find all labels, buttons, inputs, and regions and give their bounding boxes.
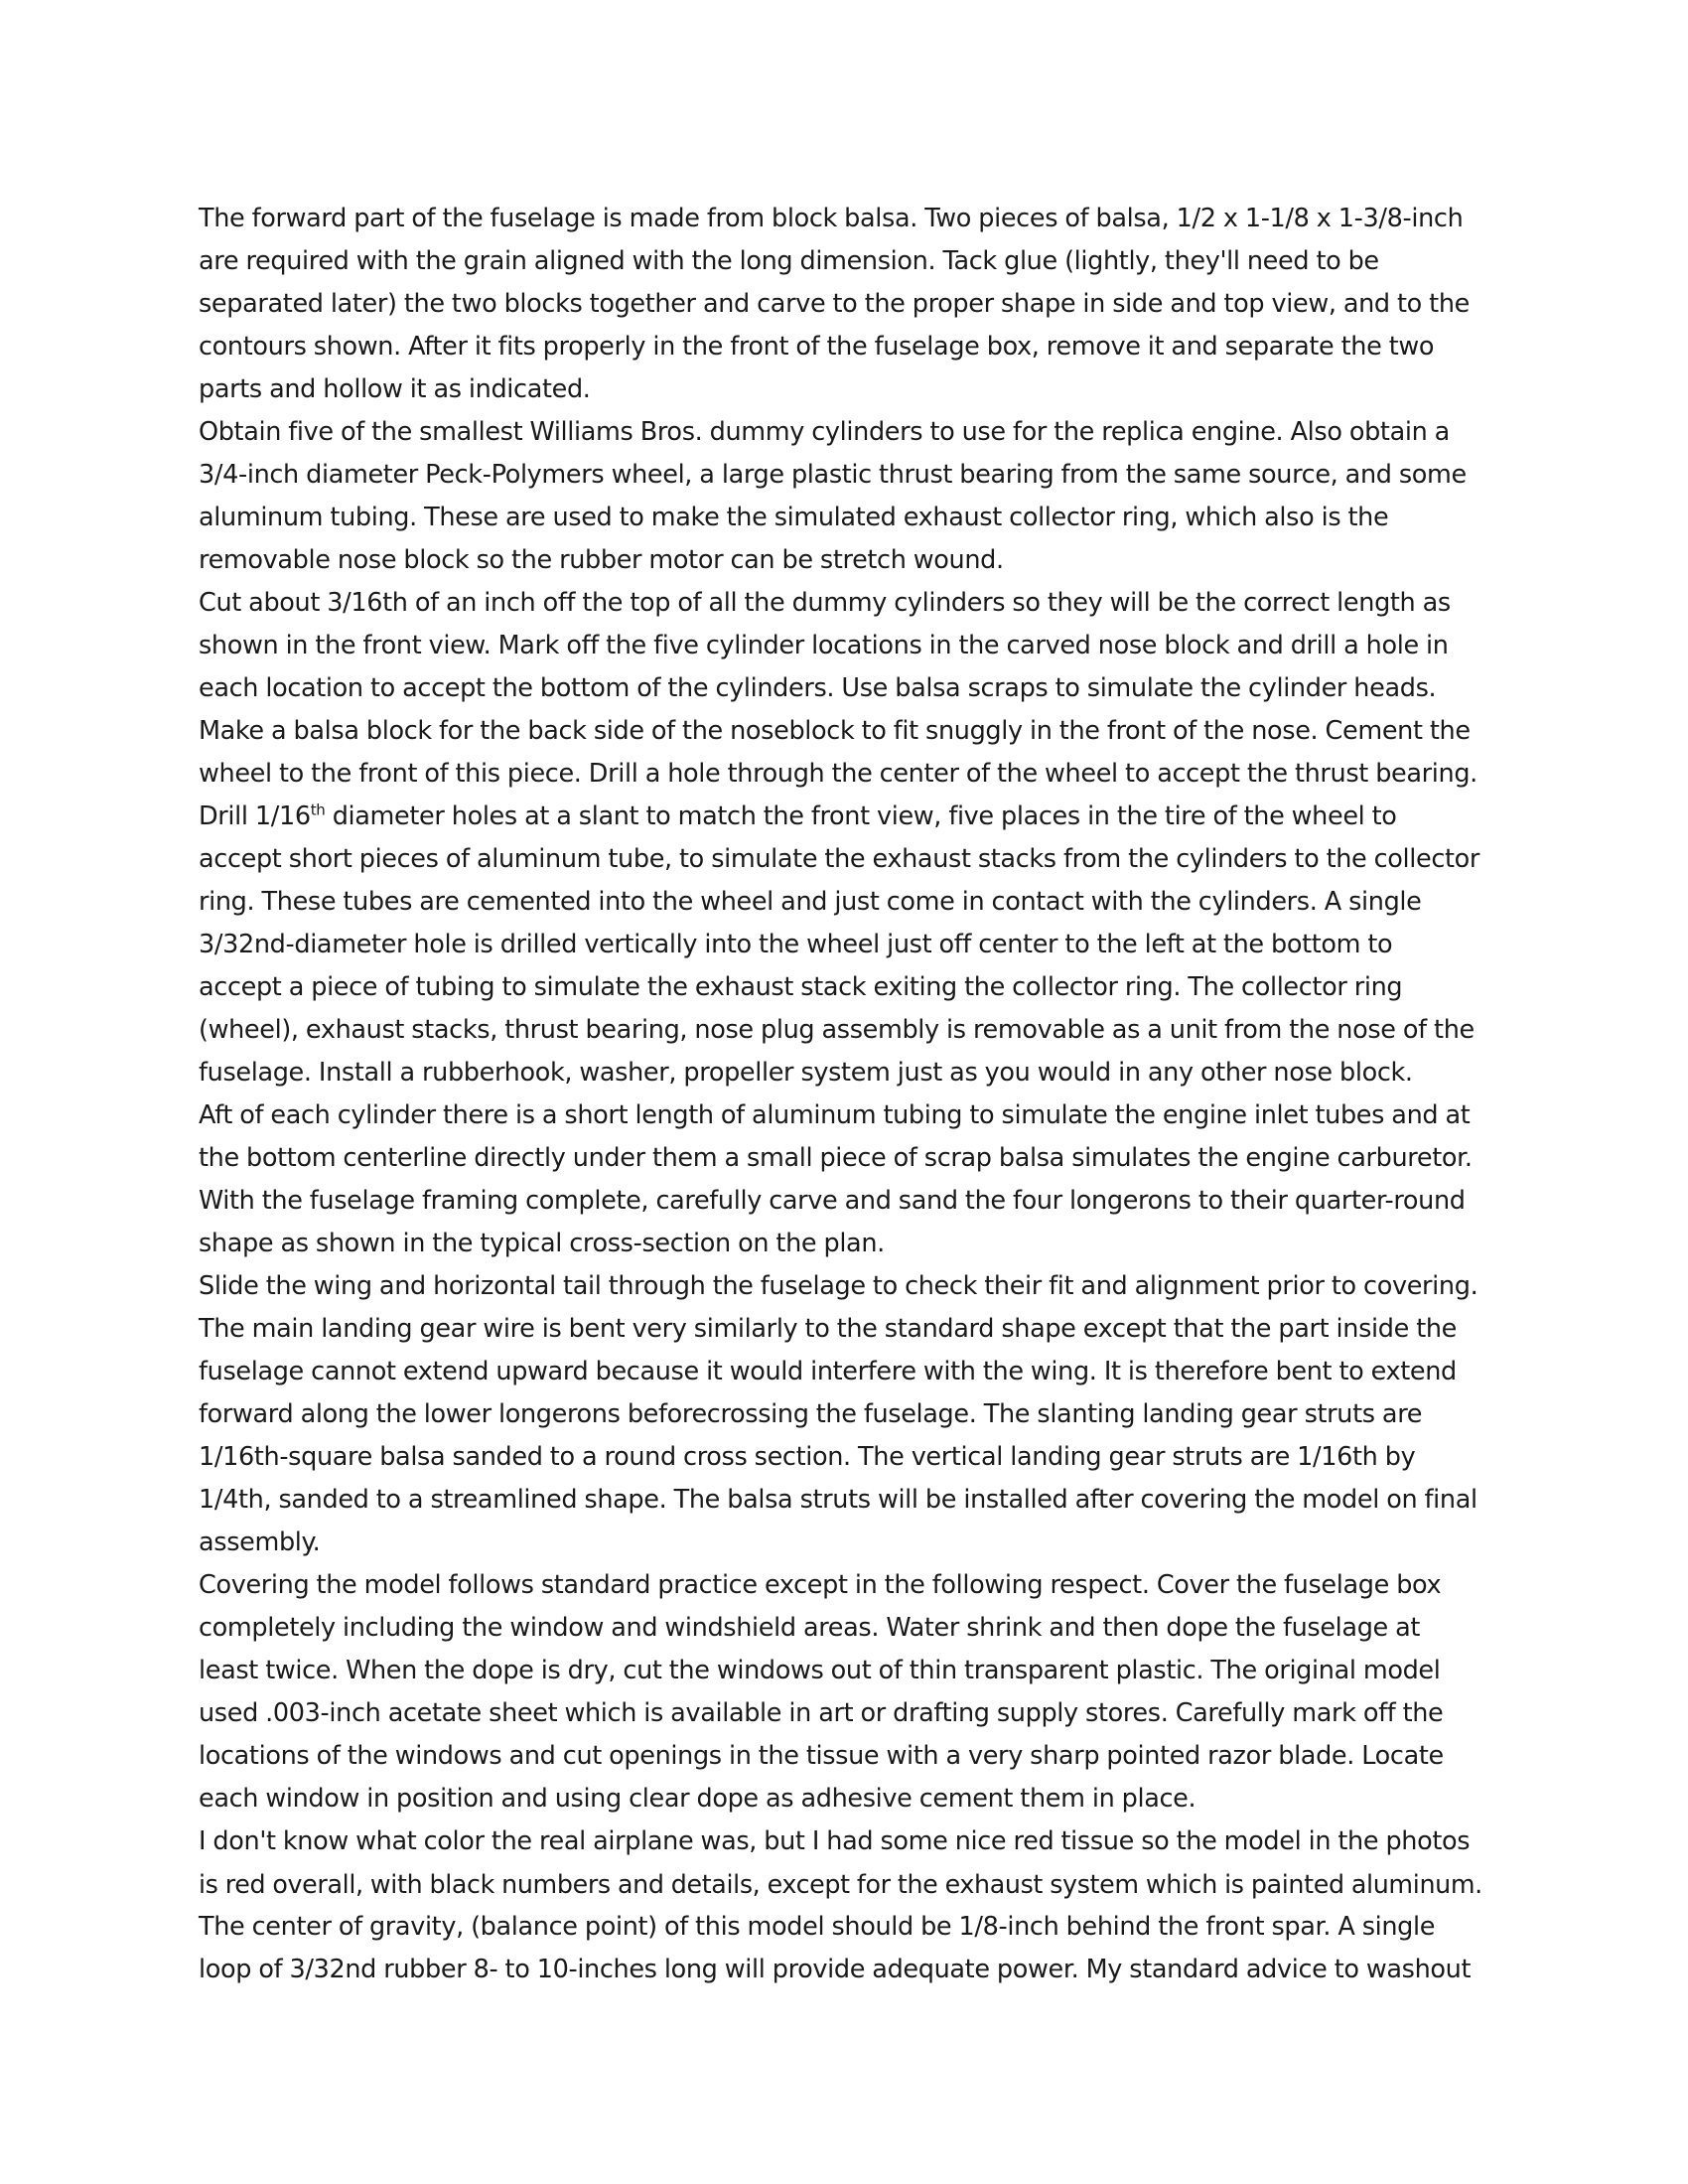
text-line: are required with the grain aligned with the long dimension. Tack glue (lightly, they'll need to be (199, 246, 1379, 276)
text-line: accept short pieces of aluminum tube, to simulate the exhaust stacks from the cylinders to the collector (199, 844, 1480, 874)
text-line: each window in position and using clear dope as adhesive cement them in place. (199, 1784, 1196, 1814)
text-line: With the fuselage framing complete, carefully carve and sand the four longerons to their quarter-round (199, 1186, 1466, 1216)
text-line: Cut about 3/16th of an inch off the top of all the dummy cylinders so they will be the correct length as (199, 588, 1451, 618)
text-line: fuselage cannot extend upward because it would interfere with the wing. It is therefore bent to extend (199, 1357, 1457, 1386)
body-text (199, 198, 1489, 1991)
text-line: wheel to the front of this piece. Drill a hole through the center of the wheel to accept the thrust bearing. (199, 759, 1477, 789)
text-line: The forward part of the fuselage is made from block balsa. Two pieces of balsa, 1/2 x 1-1/8 x 1-3/8-inch (199, 204, 1464, 233)
text-segment: Drill 1/16 (199, 801, 311, 831)
text-line: loop of 3/32nd rubber 8- to 10-inches long will provide adequate power. My standard advice to washout (199, 1955, 1472, 1984)
text-line: Covering the model follows standard practice except in the following respect. Cover the fuselage box (199, 1570, 1442, 1600)
text-line: least twice. When the dope is dry, cut the windows out of thin transparent plastic. The original model (199, 1656, 1441, 1685)
text-line: ring. These tubes are cemented into the wheel and just come in contact with the cylinders. A single (199, 887, 1422, 917)
text-line: Make a balsa block for the back side of the noseblock to fit snuggly in the front of the nose. Cement the (199, 716, 1471, 746)
text-line: used .003-inch acetate sheet which is available in art or drafting supply stores. Carefully mark off the (199, 1698, 1444, 1728)
text-line: removable nose block so the rubber motor can be stretch wound. (199, 545, 1004, 575)
text-line: fuselage. Install a rubberhook, washer, propeller system just as you would in any other nose block. (199, 1058, 1413, 1088)
text-line: aluminum tubing. These are used to make the simulated exhaust collector ring, which also is the (199, 503, 1389, 532)
text-line (199, 796, 1489, 838)
text-line: separated later) the two blocks together and carve to the proper shape in side and top view, and to the (199, 289, 1470, 319)
text-line: (wheel), exhaust stacks, thrust bearing, nose plug assembly is removable as a unit from the nose of the (199, 1015, 1475, 1045)
text-line: 3/4-inch diameter Peck-Polymers wheel, a large plastic thrust bearing from the same source, and some (199, 460, 1467, 490)
superscript: th (310, 801, 326, 819)
text-line: accept a piece of tubing to simulate the exhaust stack exiting the collector ring. The collector ring (199, 972, 1403, 1002)
text-line: the bottom centerline directly under them a small piece of scrap balsa simulates the engine carburetor. (199, 1143, 1473, 1173)
text-line: 3/32nd-diameter hole is drilled vertically into the wheel just off center to the left at the bottom to (199, 930, 1393, 959)
text-line: assembly. (199, 1528, 321, 1557)
text-line: I don't know what color the real airplane was, but I had some nice red tissue so the model in the photos (199, 1826, 1471, 1856)
text-line: forward along the lower longerons beforecrossing the fuselage. The slanting landing gear struts are (199, 1399, 1423, 1429)
text-line: Obtain five of the smallest Williams Bros. dummy cylinders to use for the replica engine. Also obtain a (199, 417, 1450, 447)
text-segment: diameter holes at a slant to match the front view, five places in the tire of the wheel to (325, 801, 1397, 831)
text-line: Slide the wing and horizontal tail through the fuselage to check their fit and alignment prior to covering. (199, 1271, 1478, 1301)
text-line: completely including the window and windshield areas. Water shrink and then dope the fuselage at (199, 1613, 1421, 1643)
text-line: shown in the front view. Mark off the five cylinder locations in the carved nose block and drill a hole in (199, 631, 1449, 660)
text-line: shape as shown in the typical cross-section on the plan. (199, 1229, 885, 1258)
text-line: parts and hollow it as indicated. (199, 374, 591, 404)
text-line: Aft of each cylinder there is a short length of aluminum tubing to simulate the engine inlet tubes and at (199, 1100, 1471, 1130)
text-line: each location to accept the bottom of the cylinders. Use balsa scraps to simulate the cylinder heads. (199, 673, 1437, 703)
text-line: 1/16th-square balsa sanded to a round cross section. The vertical landing gear struts are 1/16th by (199, 1442, 1416, 1472)
text-line: The main landing gear wire is bent very similarly to the standard shape except that the part inside the (199, 1314, 1457, 1344)
text-line: The center of gravity, (balance point) of this model should be 1/8-inch behind the front spar. A single (199, 1912, 1436, 1942)
text-line: locations of the windows and cut openings in the tissue with a very sharp pointed razor blade. Locate (199, 1741, 1444, 1771)
text-line: 1/4th, sanded to a streamlined shape. The balsa struts will be installed after covering the model on final (199, 1485, 1477, 1515)
text-line: contours shown. After it fits properly in the front of the fuselage box, remove it and separate the two (199, 332, 1435, 362)
text-line: is red overall, with black numbers and details, except for the exhaust system which is painted aluminum. (199, 1869, 1482, 1899)
